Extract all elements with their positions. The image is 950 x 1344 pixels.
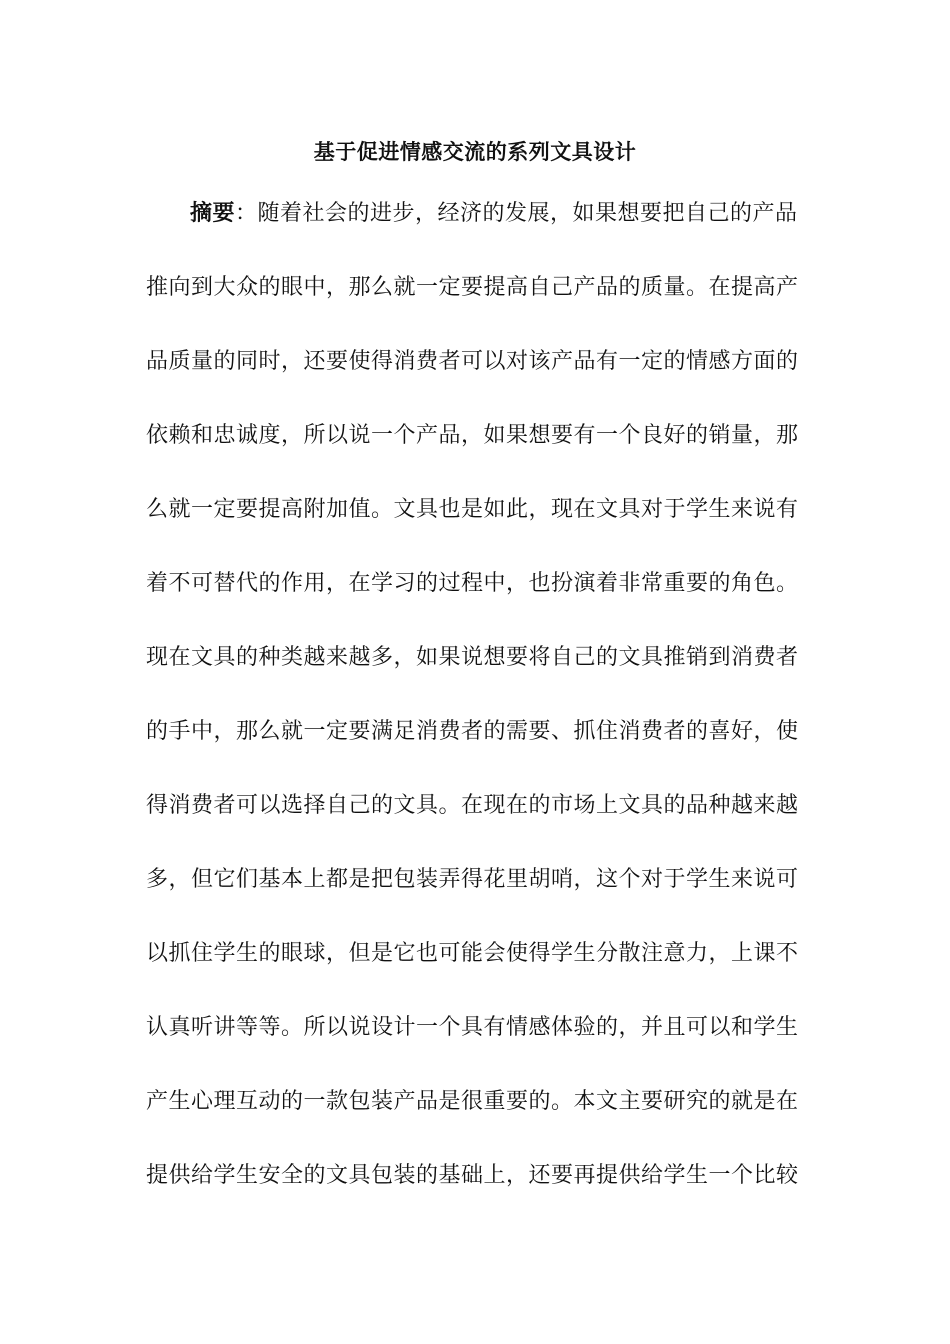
- abstract-line: 得消费者可以选择自己的文具。在现在的市场上文具的品种越来越: [146, 793, 799, 818]
- abstract-line: 着不可替代的作用，在学习的过程中，也扮演着非常重要的角色。: [146, 571, 799, 596]
- abstract-line: 的手中，那么就一定要满足消费者的需要、抓住消费者的喜好，使: [146, 719, 799, 744]
- abstract-line: 以抓住学生的眼球，但是它也可能会使得学生分散注意力，上课不: [146, 941, 799, 966]
- abstract-first-line-text: ：随着社会的进步，经济的发展，如果想要把自己的产品: [235, 201, 798, 226]
- abstract-line: 提供给学生安全的文具包装的基础上，还要再提供给学生一个比较: [146, 1163, 799, 1188]
- abstract-line: 多，但它们基本上都是把包装弄得花里胡哨，这个对于学生来说可: [146, 867, 799, 892]
- abstract-line: 认真听讲等等。所以说设计一个具有情感体验的，并且可以和学生: [146, 1015, 799, 1040]
- abstract-line: 品质量的同时，还要使得消费者可以对该产品有一定的情感方面的: [146, 349, 799, 374]
- abstract-line: 产生心理互动的一款包装产品是很重要的。本文主要研究的就是在: [146, 1089, 799, 1114]
- abstract-line: 推向到大众的眼中，那么就一定要提高自己产品的质量。在提高产: [146, 275, 799, 300]
- abstract-line-1: [190, 198, 796, 230]
- document-title: 基于促进情感交流的系列文具设计: [313, 140, 637, 164]
- abstract-line: 现在文具的种类越来越多，如果说想要将自己的文具推销到消费者: [146, 645, 799, 670]
- abstract-line: 么就一定要提高附加值。文具也是如此，现在文具对于学生来说有: [146, 497, 799, 522]
- abstract-label: 摘要: [190, 201, 236, 226]
- abstract-line: 依赖和忠诚度，所以说一个产品，如果想要有一个良好的销量，那: [146, 423, 799, 448]
